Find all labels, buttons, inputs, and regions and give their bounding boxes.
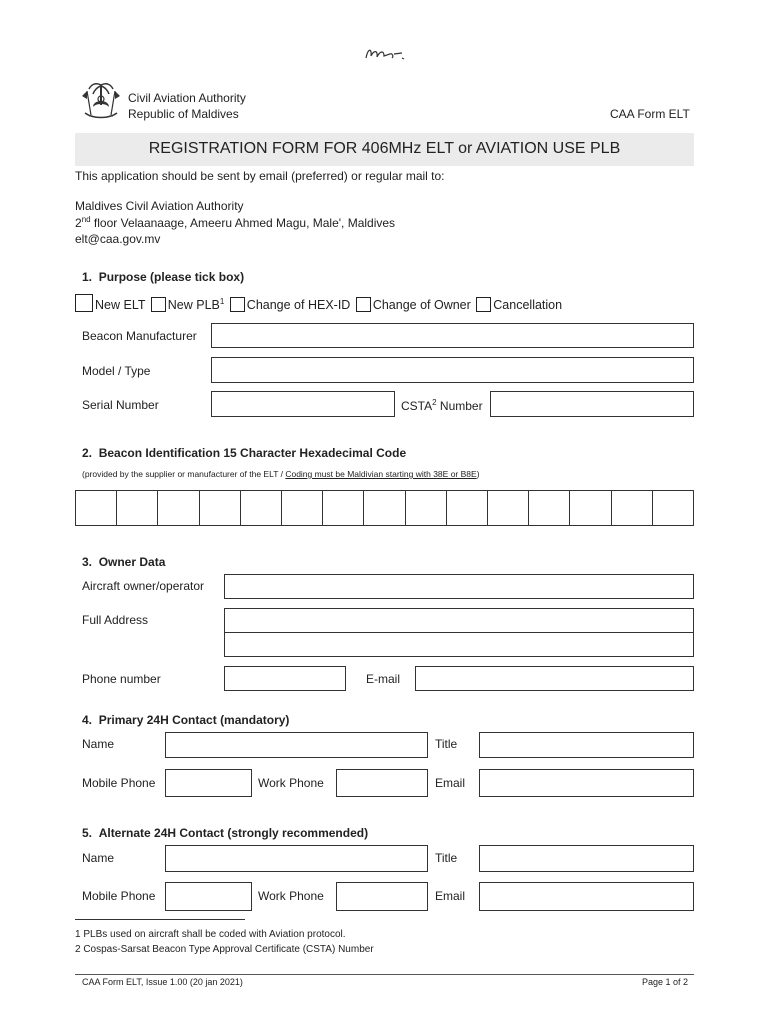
alternate-email-input[interactable] bbox=[479, 882, 694, 911]
hex-cell[interactable] bbox=[282, 491, 323, 525]
primary-work-input[interactable] bbox=[336, 769, 428, 797]
phone-input[interactable] bbox=[224, 666, 346, 691]
alternate-mobile-input[interactable] bbox=[165, 882, 252, 911]
form-code: CAA Form ELT bbox=[610, 107, 690, 121]
serial-input[interactable] bbox=[211, 391, 395, 417]
section4-heading: 4. Primary 24H Contact (mandatory) bbox=[82, 713, 290, 727]
primary-mobile-label: Mobile Phone bbox=[82, 776, 156, 790]
manufacturer-input[interactable] bbox=[211, 323, 694, 348]
hex-cell[interactable] bbox=[241, 491, 282, 525]
hex-cell[interactable] bbox=[570, 491, 611, 525]
section3-heading: 3. Owner Data bbox=[82, 555, 166, 569]
hex-cell[interactable] bbox=[323, 491, 364, 525]
primary-title-label: Title bbox=[435, 737, 458, 751]
phone-label: Phone number bbox=[82, 672, 161, 686]
checkbox-cancellation[interactable] bbox=[476, 297, 491, 312]
option-change-owner-label: Change of Owner bbox=[372, 298, 471, 312]
alternate-title-input[interactable] bbox=[479, 845, 694, 872]
address-line2: 2nd floor Velaanaage, Ameeru Ahmed Magu, Male', Maldives bbox=[75, 215, 396, 230]
primary-name-input[interactable] bbox=[165, 732, 428, 758]
address-input-line1[interactable] bbox=[224, 608, 694, 633]
hex-cell[interactable] bbox=[612, 491, 653, 525]
form-title: REGISTRATION FORM FOR 406MHz ELT or AVIATION USE PLB bbox=[148, 140, 621, 157]
section1-heading: 1. Purpose (please tick box) bbox=[82, 270, 245, 284]
alternate-work-label: Work Phone bbox=[258, 889, 324, 903]
section5-heading: 5. Alternate 24H Contact (strongly recommended) bbox=[82, 826, 369, 840]
checkbox-new-elt[interactable] bbox=[75, 294, 93, 312]
hex-code-grid bbox=[75, 490, 694, 526]
owner-input[interactable] bbox=[224, 574, 694, 599]
owner-label: Aircraft owner/operator bbox=[82, 579, 205, 593]
csta-input[interactable] bbox=[490, 391, 694, 417]
address-line1: Maldives Civil Aviation Authority bbox=[75, 199, 244, 213]
csta-label: CSTA$^2$ Number bbox=[401, 398, 483, 413]
alternate-name-input[interactable] bbox=[165, 845, 428, 872]
hex-cell[interactable] bbox=[76, 491, 117, 525]
hex-cell[interactable] bbox=[447, 491, 488, 525]
address-input-line2[interactable] bbox=[224, 632, 694, 657]
hex-cell[interactable] bbox=[364, 491, 405, 525]
alternate-name-label: Name bbox=[82, 851, 115, 865]
option-new-plb-label: New PLB bbox=[167, 298, 220, 312]
owner-email-label: E-mail bbox=[366, 672, 401, 686]
primary-email-label: Email bbox=[435, 776, 466, 790]
hex-cell[interactable] bbox=[200, 491, 241, 525]
hex-cell[interactable] bbox=[117, 491, 158, 525]
option-cancellation-label: Cancellation bbox=[493, 298, 563, 312]
serial-label: Serial Number bbox=[82, 398, 159, 412]
checkbox-change-hex[interactable] bbox=[230, 297, 245, 312]
primary-email-input[interactable] bbox=[479, 769, 694, 797]
alternate-title-label: Title bbox=[435, 851, 458, 865]
footer-divider bbox=[75, 974, 694, 975]
primary-work-label: Work Phone bbox=[258, 776, 324, 790]
alternate-work-input[interactable] bbox=[336, 882, 428, 911]
section2-heading: 2. Beacon Identification 15 Character Hexadecimal Code bbox=[82, 446, 407, 460]
address-email: elt@caa.gov.mv bbox=[75, 232, 161, 246]
hex-cell[interactable] bbox=[158, 491, 199, 525]
hex-cell[interactable] bbox=[653, 491, 693, 525]
option-new-elt-label: New ELT bbox=[95, 298, 146, 312]
maldives-emblem-icon bbox=[79, 79, 123, 121]
footer-page-number: Page 1 of 2 bbox=[641, 977, 688, 987]
alternate-email-label: Email bbox=[435, 889, 466, 903]
primary-mobile-input[interactable] bbox=[165, 769, 252, 797]
owner-email-input[interactable] bbox=[415, 666, 694, 691]
manufacturer-label: Beacon Manufacturer bbox=[82, 329, 197, 343]
checkbox-change-owner[interactable] bbox=[356, 297, 371, 312]
footer-form-issue: CAA Form ELT, Issue 1.00 (20 jan 2021) bbox=[82, 977, 243, 987]
hex-note: (provided by the supplier or manufacturer of the ELT / Coding must be Maldivian starting with 38E or B8E) bbox=[82, 469, 480, 479]
hex-cell[interactable] bbox=[529, 491, 570, 525]
model-input[interactable] bbox=[211, 357, 694, 383]
purpose-options: New ELT New PLB$^1$ Change of HEX-ID Change of Owner Cancellation bbox=[75, 294, 562, 312]
footnote-divider bbox=[75, 919, 245, 920]
option-change-hex-label: Change of HEX-ID bbox=[246, 298, 351, 312]
intro-text: This application should be sent by email (preferred) or regular mail to: bbox=[75, 169, 445, 183]
org-name: Civil Aviation Authority bbox=[128, 91, 246, 105]
model-label: Model / Type bbox=[82, 364, 151, 378]
hex-cell[interactable] bbox=[488, 491, 529, 525]
footnote-1: 1 PLBs used on aircraft shall be coded with Aviation protocol. bbox=[75, 929, 346, 940]
primary-name-label: Name bbox=[82, 737, 115, 751]
hex-cell[interactable] bbox=[406, 491, 447, 525]
org-country: Republic of Maldives bbox=[128, 107, 239, 121]
footnote-2: 2 Cospas-Sarsat Beacon Type Approval Certificate (CSTA) Number bbox=[75, 944, 374, 955]
full-address-label: Full Address bbox=[82, 613, 149, 627]
primary-title-input[interactable] bbox=[479, 732, 694, 758]
alternate-mobile-label: Mobile Phone bbox=[82, 889, 156, 903]
checkbox-new-plb[interactable] bbox=[151, 297, 166, 312]
signature-scribble bbox=[362, 44, 408, 66]
